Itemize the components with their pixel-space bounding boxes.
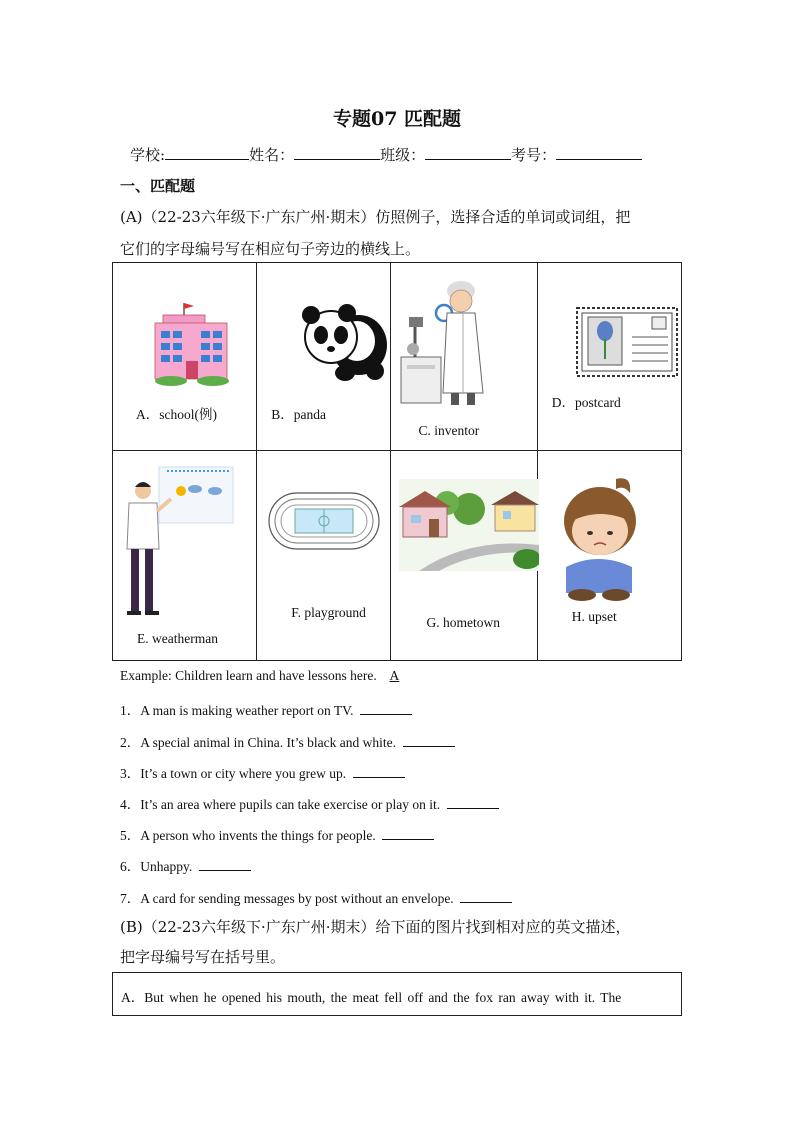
question-4: 4．It’s an area where pupils can take exercise or play on it. — [120, 793, 499, 813]
class-label: 班级： — [380, 146, 426, 164]
card-postcard — [537, 263, 681, 451]
card-label: B．panda — [271, 407, 326, 422]
answer-blank[interactable] — [360, 702, 412, 715]
question-1: 1．A man is making weather report on TV. — [120, 699, 412, 719]
card-label: H. upset — [571, 609, 617, 624]
card-label: A．school(例) — [136, 407, 217, 422]
partA-instruction-line2: 它们的字母编号写在相应句子旁边的横线上。 — [120, 240, 421, 258]
card-weatherman — [113, 451, 257, 661]
playground-icon — [267, 491, 381, 551]
answer-blank[interactable] — [199, 858, 251, 871]
name-label: 姓名： — [249, 146, 295, 164]
weatherman-icon — [119, 461, 235, 623]
answer-blank[interactable] — [460, 890, 512, 903]
card-label: C. inventor — [418, 423, 480, 438]
question-6: 6．Unhappy. — [120, 855, 251, 875]
card-label: F. playground — [291, 605, 366, 620]
example-answer: A — [389, 668, 400, 683]
card-panda — [257, 263, 390, 451]
hometown-icon — [399, 479, 539, 571]
question-5: 5．A person who invents the things for people. — [120, 824, 434, 844]
upset-girl-icon — [558, 475, 646, 603]
card-school — [113, 263, 257, 451]
school-label: 学校: — [130, 146, 166, 164]
school-building-icon — [151, 301, 233, 387]
panda-icon — [297, 301, 389, 383]
question-3: 3．It’s a town or city where you grew up. — [120, 762, 405, 782]
partB-option-box — [112, 972, 682, 1016]
number-label: 考号： — [511, 146, 557, 164]
card-playground — [257, 451, 390, 661]
card-label: D．postcard — [551, 395, 621, 410]
number-blank[interactable] — [556, 143, 642, 160]
answer-blank[interactable] — [447, 796, 499, 809]
page-title: 专题07 匹配题 — [332, 108, 462, 130]
question-2: 2．A special animal in China. It’s black and white. — [120, 731, 455, 751]
card-label: G. hometown — [426, 615, 501, 630]
student-info-line — [130, 143, 642, 165]
class-blank[interactable] — [425, 143, 511, 160]
partB-option-a: A．But when he opened his mouth, the meat fell off and the fox ran away with it. The — [121, 990, 622, 1005]
postcard-icon — [576, 307, 678, 377]
card-hometown — [390, 451, 537, 661]
card-label: E. weatherman — [137, 631, 218, 646]
picture-grid — [112, 262, 682, 661]
partB-instruction-line2: 把字母编号写在括号里。 — [120, 948, 286, 966]
answer-blank[interactable] — [353, 765, 405, 778]
example-sentence: Example: Children learn and have lessons here. A — [120, 668, 405, 684]
school-blank[interactable] — [165, 143, 249, 160]
card-upset — [537, 451, 681, 661]
inventor-icon — [399, 275, 491, 407]
name-blank[interactable] — [294, 143, 380, 160]
answer-blank[interactable] — [382, 827, 434, 840]
partA-instruction-line1: (A)（22-23六年级下·广东广州·期末）仿照例子，选择合适的单词或词组，把 — [120, 208, 631, 226]
section-heading: 一、匹配题 — [120, 177, 196, 195]
card-inventor — [390, 263, 537, 451]
partB-instruction-line1: (B)（22-23六年级下·广东广州·期末）给下面的图片找到相对应的英文描述， — [120, 918, 631, 936]
question-7: 7．A card for sending messages by post without an envelope. — [120, 887, 512, 907]
answer-blank[interactable] — [403, 734, 455, 747]
